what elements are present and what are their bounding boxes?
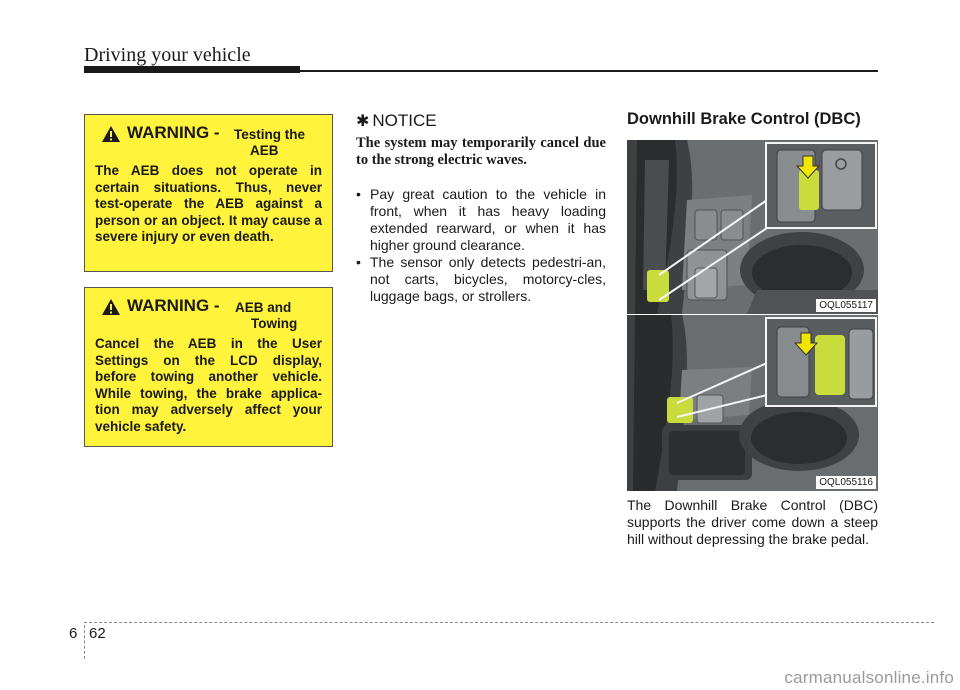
console-illustration	[627, 315, 878, 491]
dbc-switch-photo-1	[627, 140, 878, 314]
warning-topic	[234, 127, 334, 159]
notice-lead: The system may temporarily cancel due to the strong electric waves.	[356, 135, 606, 168]
notice-title-text: NOTICE	[372, 111, 437, 130]
warning-box-testing-aeb	[84, 114, 333, 272]
header-bar	[84, 66, 300, 73]
header-title: Driving your vehicle	[84, 44, 251, 66]
warning-triangle-icon	[101, 125, 121, 143]
warning-label: WARNING -	[127, 296, 220, 315]
notice-symbol-icon: ✱	[356, 113, 370, 130]
footer-rule	[84, 622, 934, 623]
warning-header	[95, 296, 322, 336]
warning-text: Cancel the AEB in the User Settings on the LCD display, before towing another vehicle. While towing, the brake applica-tion may adversely affect your vehicle safety.	[95, 336, 322, 434]
warning-topic-line1: Testing the	[234, 127, 306, 142]
notice-title	[356, 111, 437, 131]
page-number: 62	[89, 625, 106, 642]
warning-triangle-icon	[101, 298, 121, 316]
warning-topic	[235, 300, 335, 332]
list-item: • The sensor only detects pedestri-an, not carts, bicycles, motorcy-cles, luggage bags, or strollers.	[356, 254, 606, 305]
console-illustration	[627, 140, 878, 314]
list-item: • Pay great caution to the vehicle in front, when it has heavy loading extended rearward, or when it has higher ground clearance.	[356, 186, 606, 254]
dbc-switch-photo-2	[627, 315, 878, 491]
photo-code: OQL055117	[816, 299, 876, 312]
warning-topic-line2: AEB	[250, 143, 279, 158]
dbc-button-highlight	[647, 270, 669, 302]
photo-code: OQL055116	[816, 476, 876, 489]
warning-topic-line1: AEB and	[235, 300, 292, 315]
warning-label: WARNING -	[127, 123, 220, 142]
dbc-section-title: Downhill Brake Control (DBC)	[627, 110, 861, 128]
warning-header	[95, 123, 322, 163]
chapter-number: 6	[69, 625, 78, 642]
warning-box-aeb-towing	[84, 287, 333, 447]
header-rule	[300, 70, 878, 72]
notice-list	[356, 186, 606, 305]
dbc-button-closeup	[815, 335, 845, 395]
dbc-description: The Downhill Brake Control (DBC) supports the driver come down a steep hill without depressing the brake pedal.	[627, 497, 878, 547]
watermark: carmanualsonline.info	[784, 668, 954, 687]
warning-topic-line2: Towing	[251, 316, 298, 331]
warning-text: The AEB does not operate in certain situations. Thus, never test-operate the AEB against a person or an object. It may cause a severe injury or even death.	[95, 163, 322, 244]
footer-divider	[84, 625, 85, 659]
